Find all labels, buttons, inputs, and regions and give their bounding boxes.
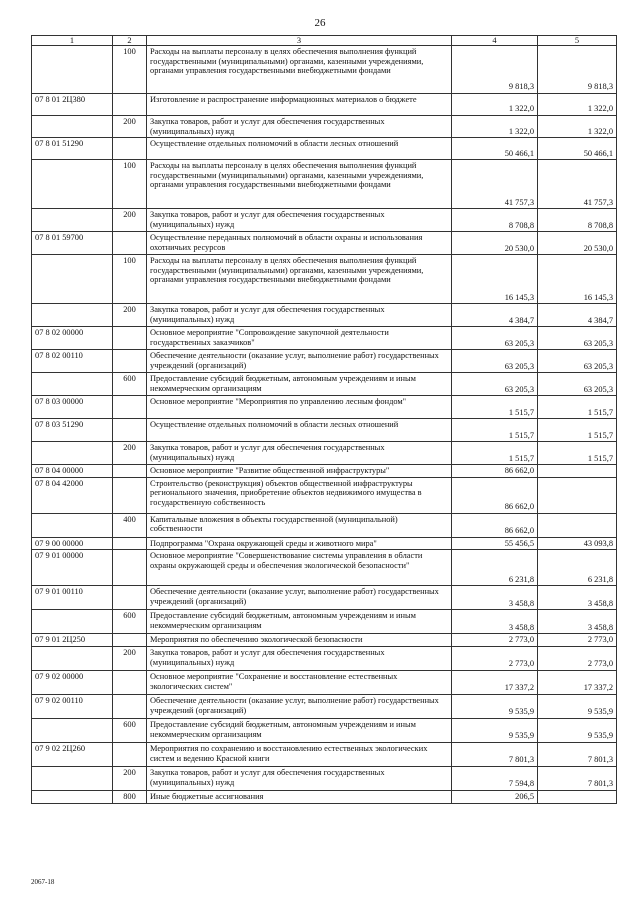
header-row [32,36,617,46]
cell-amount-2: 9 818,3 [538,46,617,94]
cell-amount-1: 9 535,9 [452,694,538,718]
cell-expense-type: 100 [113,160,147,209]
header-cell-code: 1 [32,36,113,46]
cell-amount-1: 1 515,7 [452,396,538,419]
cell-code: 07 9 01 00000 [32,550,113,586]
cell-expense-type [113,396,147,419]
cell-code [32,304,113,327]
cell-name: Иные бюджетные ассигнования [147,790,452,803]
cell-amount-2: 4 384,7 [538,304,617,327]
table-row [32,634,617,647]
cell-amount-1: 20 530,0 [452,232,538,255]
cell-expense-type: 600 [113,718,147,742]
budget-table [31,35,617,804]
cell-expense-type [113,634,147,647]
cell-expense-type [113,550,147,586]
cell-code: 07 8 01 51290 [32,138,113,160]
cell-expense-type [113,477,147,513]
cell-name: Закупка товаров, работ и услуг для обеспечения государственных (муниципальных) нужд [147,766,452,790]
cell-amount-1: 3 458,8 [452,610,538,634]
cell-amount-2: 7 801,3 [538,766,617,790]
table-row [32,160,617,209]
table-row [32,209,617,232]
cell-amount-1: 6 231,8 [452,550,538,586]
table-row [32,694,617,718]
cell-amount-2: 20 530,0 [538,232,617,255]
cell-amount-1: 63 205,3 [452,350,538,373]
table-row [32,766,617,790]
cell-name: Осуществление переданных полномочий в области охраны и использования охотничьих ресурсов [147,232,452,255]
cell-expense-type: 200 [113,116,147,138]
cell-expense-type [113,586,147,610]
cell-amount-2: 63 205,3 [538,373,617,396]
cell-name: Подпрограмма "Охрана окружающей среды и животного мира" [147,537,452,550]
cell-code: 07 9 01 00110 [32,586,113,610]
cell-code: 07 8 04 00000 [32,465,113,478]
cell-expense-type [113,670,147,694]
cell-expense-type: 200 [113,209,147,232]
cell-amount-1: 41 757,3 [452,160,538,209]
cell-name: Расходы на выплаты персоналу в целях обеспечения выполнения функций государственными (муниципальными) органами, казенными учреждениями, органами управления государственными внебюджетными фондами [147,46,452,94]
cell-amount-2: 41 757,3 [538,160,617,209]
cell-amount-1: 7 594,8 [452,766,538,790]
cell-code [32,718,113,742]
cell-code: 07 8 03 00000 [32,396,113,419]
cell-name: Обеспечение деятельности (оказание услуг, выполнение работ) государственных учреждений (организаций) [147,350,452,373]
table-row [32,610,617,634]
cell-amount-1: 4 384,7 [452,304,538,327]
cell-code [32,160,113,209]
cell-amount-1: 9 535,9 [452,718,538,742]
cell-code: 07 9 02 2Ц260 [32,742,113,766]
cell-amount-1: 63 205,3 [452,327,538,350]
cell-expense-type: 200 [113,766,147,790]
cell-expense-type [113,327,147,350]
cell-amount-2 [538,513,617,537]
table-row [32,513,617,537]
table-row [32,537,617,550]
cell-amount-1: 55 456,5 [452,537,538,550]
cell-amount-2: 3 458,8 [538,610,617,634]
table-row [32,670,617,694]
table-row [32,419,617,442]
table-row [32,350,617,373]
cell-code: 07 8 03 51290 [32,419,113,442]
cell-expense-type: 100 [113,46,147,94]
table-body [32,46,617,804]
cell-expense-type [113,694,147,718]
cell-amount-2: 3 458,8 [538,586,617,610]
cell-amount-2: 16 145,3 [538,255,617,304]
cell-name: Капитальные вложения в объекты государственной (муниципальной) собственности [147,513,452,537]
cell-expense-type [113,94,147,116]
page-number: 26 [314,17,326,29]
table-row [32,646,617,670]
cell-name: Закупка товаров, работ и услуг для обеспечения государственных (муниципальных) нужд [147,304,452,327]
cell-amount-2: 1 322,0 [538,94,617,116]
cell-name: Расходы на выплаты персоналу в целях обеспечения выполнения функций государственными (муниципальными) органами, казенными учреждениями, органами управления государственными внебюджетными фондами [147,255,452,304]
cell-code [32,442,113,465]
cell-name: Мероприятия по сохранению и восстановлению естественных экологических систем и ведению Красной книги [147,742,452,766]
cell-code: 07 9 02 00110 [32,694,113,718]
table-row [32,477,617,513]
cell-name: Закупка товаров, работ и услуг для обеспечения государственных (муниципальных) нужд [147,116,452,138]
table-row [32,373,617,396]
cell-amount-1: 1 515,7 [452,419,538,442]
cell-expense-type [113,537,147,550]
cell-name: Закупка товаров, работ и услуг для обеспечения государственных (муниципальных) нужд [147,209,452,232]
cell-code: 07 9 00 00000 [32,537,113,550]
cell-expense-type: 100 [113,255,147,304]
cell-amount-2: 2 773,0 [538,646,617,670]
cell-code: 07 8 01 59700 [32,232,113,255]
cell-amount-2 [538,477,617,513]
header-cell-amount-2: 5 [538,36,617,46]
table-row [32,138,617,160]
cell-amount-2 [538,790,617,803]
cell-name: Основное мероприятие "Развитие общественной инфраструктуры" [147,465,452,478]
header-cell-name: 3 [147,36,452,46]
table-row [32,586,617,610]
header-cell-expense-type: 2 [113,36,147,46]
cell-amount-1: 2 773,0 [452,634,538,647]
cell-expense-type: 200 [113,304,147,327]
cell-amount-1: 206,5 [452,790,538,803]
cell-name: Предоставление субсидий бюджетным, автономным учреждениям и иным некоммерческим организациям [147,610,452,634]
table-row [32,116,617,138]
cell-name: Осуществление отдельных полномочий в области лесных отношений [147,419,452,442]
cell-amount-1: 16 145,3 [452,255,538,304]
cell-code [32,373,113,396]
cell-name: Расходы на выплаты персоналу в целях обеспечения выполнения функций государственными (муниципальными) органами, казенными учреждениями, органами управления государственными внебюджетными фондами [147,160,452,209]
cell-amount-2: 1 515,7 [538,419,617,442]
cell-code: 07 8 02 00000 [32,327,113,350]
document-code: 2067-18 [31,878,55,886]
cell-amount-2: 6 231,8 [538,550,617,586]
cell-amount-2: 7 801,3 [538,742,617,766]
table-row [32,742,617,766]
cell-amount-2 [538,465,617,478]
table-row [32,396,617,419]
cell-amount-1: 7 801,3 [452,742,538,766]
cell-amount-2: 17 337,2 [538,670,617,694]
cell-expense-type: 200 [113,442,147,465]
cell-amount-1: 86 662,0 [452,513,538,537]
cell-code [32,766,113,790]
cell-code [32,790,113,803]
cell-expense-type: 400 [113,513,147,537]
cell-amount-2: 8 708,8 [538,209,617,232]
cell-amount-1: 9 818,3 [452,46,538,94]
cell-amount-1: 1 322,0 [452,94,538,116]
cell-amount-2: 1 322,0 [538,116,617,138]
cell-expense-type: 800 [113,790,147,803]
cell-amount-1: 63 205,3 [452,373,538,396]
cell-amount-2: 1 515,7 [538,396,617,419]
cell-amount-2: 63 205,3 [538,327,617,350]
cell-code: 07 8 01 2Ц380 [32,94,113,116]
cell-amount-1: 2 773,0 [452,646,538,670]
table-row [32,255,617,304]
cell-expense-type [113,419,147,442]
cell-code: 07 9 01 2Ц250 [32,634,113,647]
cell-name: Закупка товаров, работ и услуг для обеспечения государственных (муниципальных) нужд [147,646,452,670]
table-row [32,304,617,327]
cell-amount-1: 86 662,0 [452,477,538,513]
cell-amount-1: 8 708,8 [452,209,538,232]
cell-amount-1: 17 337,2 [452,670,538,694]
cell-name: Строительство (реконструкция) объектов общественной инфраструктуры регионального значения, приобретение объектов недвижимого имущества в государственную собственность [147,477,452,513]
table-row [32,442,617,465]
cell-amount-1: 3 458,8 [452,586,538,610]
cell-amount-2: 63 205,3 [538,350,617,373]
table-row [32,232,617,255]
cell-code [32,610,113,634]
table-row [32,718,617,742]
table-row [32,550,617,586]
table-row [32,46,617,94]
cell-name: Основное мероприятие "Мероприятия по управлению лесным фондом" [147,396,452,419]
cell-name: Закупка товаров, работ и услуг для обеспечения государственных (муниципальных) нужд [147,442,452,465]
cell-name: Основное мероприятие "Сопровождение закупочной деятельности государственных заказчиков" [147,327,452,350]
cell-name: Основное мероприятие "Совершенствование системы управления в области охраны окружающей среды и обеспечения экологической безопасности" [147,550,452,586]
table-row [32,327,617,350]
cell-amount-1: 1 322,0 [452,116,538,138]
table-row [32,94,617,116]
cell-expense-type [113,138,147,160]
cell-amount-1: 1 515,7 [452,442,538,465]
cell-code: 07 8 04 42000 [32,477,113,513]
cell-name: Мероприятия по обеспечению экологической безопасности [147,634,452,647]
cell-name: Осуществление отдельных полномочий в области лесных отношений [147,138,452,160]
cell-name: Изготовление и распространение информационных материалов о бюджете [147,94,452,116]
header-cell-amount-1: 4 [452,36,538,46]
cell-code [32,46,113,94]
cell-amount-2: 43 093,8 [538,537,617,550]
table-row [32,465,617,478]
cell-amount-2: 1 515,7 [538,442,617,465]
cell-code [32,116,113,138]
cell-expense-type: 600 [113,373,147,396]
cell-expense-type [113,742,147,766]
cell-code [32,209,113,232]
table-row [32,790,617,803]
cell-expense-type: 200 [113,646,147,670]
cell-amount-1: 50 466,1 [452,138,538,160]
cell-name: Предоставление субсидий бюджетным, автономным учреждениям и иным некоммерческим организациям [147,373,452,396]
cell-expense-type [113,465,147,478]
cell-name: Обеспечение деятельности (оказание услуг, выполнение работ) государственных учреждений (организаций) [147,694,452,718]
cell-code: 07 8 02 00110 [32,350,113,373]
cell-name: Обеспечение деятельности (оказание услуг, выполнение работ) государственных учреждений (организаций) [147,586,452,610]
cell-amount-2: 9 535,9 [538,694,617,718]
cell-amount-2: 9 535,9 [538,718,617,742]
cell-expense-type: 600 [113,610,147,634]
cell-code [32,255,113,304]
cell-amount-2: 2 773,0 [538,634,617,647]
cell-expense-type [113,350,147,373]
cell-amount-1: 86 662,0 [452,465,538,478]
cell-code: 07 9 02 00000 [32,670,113,694]
cell-code [32,646,113,670]
cell-expense-type [113,232,147,255]
cell-name: Основное мероприятие "Сохранение и восстановление естественных экологических систем" [147,670,452,694]
cell-name: Предоставление субсидий бюджетным, автономным учреждениям и иным некоммерческим организациям [147,718,452,742]
cell-amount-2: 50 466,1 [538,138,617,160]
cell-code [32,513,113,537]
